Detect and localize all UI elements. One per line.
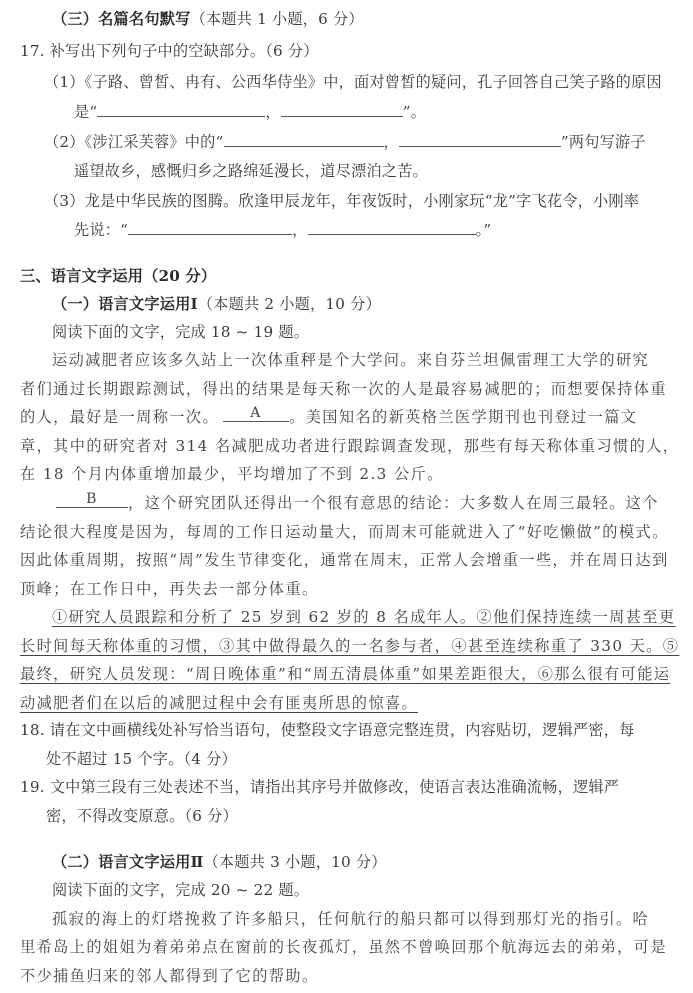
passage1-p3-l3: 最终，研究人员发现：“周日晚体重”和“周五清晨体重”如果差距很大，⑥那么很有可能运 [20,665,671,683]
passage1-p2-l1 [56,493,659,513]
part2-instruction: 阅读下面的文字，完成 20 ~ 22 题。 [52,881,310,899]
heading-note: （本题共 3 小题，10 分） [203,853,387,871]
section-heading-part2 [52,852,387,872]
q17-item3-line1: （3）龙是中华民族的图腾。欣逢甲辰龙年，年夜饭时，小刚家玩“龙”字飞花令，小刚率 [44,192,640,210]
heading-note: （本题共 1 小题，6 分） [190,10,364,28]
item2-suffix: ”两句写游子 [560,133,646,151]
heading-title: （一）语言文字运用Ⅰ [52,295,198,313]
passage1-p1-l1: 运动减肥者应该多久站上一次体重秤是个大学问。来自芬兰坦佩雷理工大学的研究 [52,351,650,369]
passage1-p2-l3: 因此体重周期，按照“周”发生节律变化，通常在周末，正常人会增重一些，并在周日达到 [20,551,669,569]
passage1-p1-l4: 章，其中的研究者对 314 名减肥成功者进行跟踪调查发现，那些有每天称体重习惯的人， [20,437,680,455]
answer-blank-1a[interactable] [97,102,265,117]
item3-suffix: 。” [475,221,492,239]
answer-blank-1b[interactable] [281,102,403,117]
passage1-p2-l2: 结论很大程度是因为，每周的工作日运动量大，而周末可能就进入了“好吃懒做”的模式。 [20,523,669,541]
q17-item2-line1 [44,132,646,152]
section-heading-part3 [52,9,364,29]
passage2-l1: 孤寂的海上的灯塔挽救了许多船只，任何航行的船只都可以得到那灯光的指引。哈 [52,910,650,928]
passage1-p1-l5: 在 18 个月内体重增加最少，平均增加了不到 2.3 公斤。 [20,465,444,483]
item2-prefix: （2）《涉江采芙蓉》中的“ [44,133,224,151]
section3-heading: 三、语言文字运用（20 分） [20,267,217,285]
q18-line1: 18. 请在文中画横线处补写恰当语句，使整段文字语意完整连贯，内容贴切，逻辑严密，每 [20,721,635,739]
q19-line2: 密，不得改变原意。（6 分） [46,807,238,825]
text: 。美国知名的新英格兰医学期刊也刊登过一篇文 [289,408,638,426]
quote-close: ”。 [402,103,427,121]
quote-open: 是“ [74,103,98,121]
q17-stem: 17. 补写出下列句子中的空缺部分。（6 分） [20,42,319,60]
answer-blank-2b[interactable] [399,132,561,147]
item3-prefix: 先说：“ [74,221,129,239]
passage1-p2-l4: 顶峰；在工作日中，再失去一部分体重。 [20,580,319,598]
q18-line2: 处不超过 15 个字。（4 分） [46,750,237,768]
heading-note: （本题共 2 小题，10 分） [197,295,381,313]
comma: ， [265,103,281,121]
blank-A[interactable] [223,407,289,422]
answer-blank-3a[interactable] [128,220,292,235]
q19-line1: 19. 文中第三段有三处表述不当，请指出其序号并做修改，使语言表达准确流畅，逻辑严 [20,778,620,796]
section-heading-part1 [52,294,381,314]
blank-B-label: B [86,491,98,507]
q17-item2-line2: 遥望故乡，感慨归乡之路绵延漫长，道尽漂泊之苦。 [74,162,428,180]
heading-title: （二）语言文字运用Ⅱ [52,853,204,871]
passage1-p3-l1: ①研究人员跟踪和分析了 25 岁到 62 岁的 8 名成年人。②他们保持连续一周甚至更 [52,608,676,626]
passage2-l2: 里希岛上的姐姐为着弟弟点在窗前的长夜孤灯，虽然不曾唤回那个航海远去的弟弟，可是 [20,938,667,956]
part1-instruction: 阅读下面的文字，完成 18 ~ 19 题。 [52,323,310,341]
text: 的人，最好是一周称一次。 [20,408,220,426]
blank-B[interactable] [56,493,128,508]
text: ，这个研究团队还得出一个很有意思的结论：大多数人在周三最轻。这个 [128,494,659,512]
q17-item3-line2 [74,220,491,240]
comma: ， [383,133,399,151]
blank-A-label: A [250,405,262,421]
q17-item1-line2 [74,102,426,122]
passage1-p1-l3 [20,407,637,427]
passage1-p3-l2: 长时间每天称体重的习惯，③其中做得最久的一名参与者，④甚至连续称重了 330 天。⑤ [20,637,680,655]
q17-item1-line1: （1）《子路、曾皙、冉有、公西华侍坐》中，面对曾皙的疑问，孔子回答自己笑子路的原因 [44,73,662,91]
passage1-p1-l2: 者们通过长期跟踪测试，得出的结果是每天称一次的人是最容易减肥的；而想要保持体重 [20,380,667,398]
comma: ， [292,221,308,239]
answer-blank-3b[interactable] [308,220,476,235]
heading-title: （三）名篇名句默写 [52,10,191,28]
answer-blank-2a[interactable] [224,132,384,147]
passage1-p3-l4: 动减肥者们在以后的减肥过程中会有匪夷所思的惊喜。 [20,694,419,712]
passage2-l3: 不少捕鱼归来的邻人都得到了它的帮助。 [20,967,319,985]
